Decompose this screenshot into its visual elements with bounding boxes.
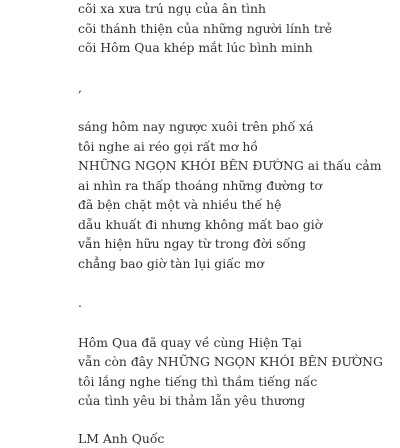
poem-line: vẫn hiện hữu ngay từ trong đời sống bbox=[78, 234, 388, 254]
poem-line: vẫn còn đây NHỮNG NGỌN KHÓI BÊN ĐƯỜNG bbox=[78, 352, 388, 372]
stanza-gap bbox=[78, 273, 388, 293]
separator-period: . bbox=[78, 293, 388, 313]
poem-line: cõi thánh thiện của những người lính trẻ bbox=[78, 19, 388, 39]
stanza-gap bbox=[78, 97, 388, 117]
author-signature: LM Anh Quốc bbox=[78, 429, 388, 448]
poem-line: đã bện chặt một và nhiều thế hệ bbox=[78, 195, 388, 215]
separator-comma: , bbox=[78, 78, 388, 98]
poem-line: ai nhìn ra thấp thoáng những đường tơ bbox=[78, 176, 388, 196]
stanza-gap bbox=[78, 58, 388, 78]
poem-text bbox=[78, 0, 388, 448]
poem-line: của tình yêu bi thảm lẫn yêu thương bbox=[78, 391, 388, 411]
stanza-1 bbox=[78, 0, 388, 58]
poem-line: Hôm Qua đã quay về cùng Hiện Tại bbox=[78, 333, 388, 353]
stanza-gap bbox=[78, 313, 388, 333]
poem-line: tôi nghe ai réo gọi rất mơ hồ bbox=[78, 137, 388, 157]
poem-line: dẫu khuất đi nhưng không mất bao giờ bbox=[78, 215, 388, 235]
poem-line: cõi xa xưa trú ngụ của ân tình bbox=[78, 0, 388, 19]
poem-line: tôi lắng nghe tiếng thì thầm tiếng nấc bbox=[78, 372, 388, 392]
stanza-3 bbox=[78, 333, 388, 411]
poem-line: cõi Hôm Qua khép mắt lúc bình minh bbox=[78, 38, 388, 58]
poem-line: sáng hôm nay ngược xuôi trên phố xá bbox=[78, 117, 388, 137]
poem-line: chẳng bao giờ tàn lụi giấc mơ bbox=[78, 254, 388, 274]
poem-line: NHỮNG NGỌN KHÓI BÊN ĐƯỜNG ai thấu cảm bbox=[78, 156, 388, 176]
stanza-2 bbox=[78, 117, 388, 273]
